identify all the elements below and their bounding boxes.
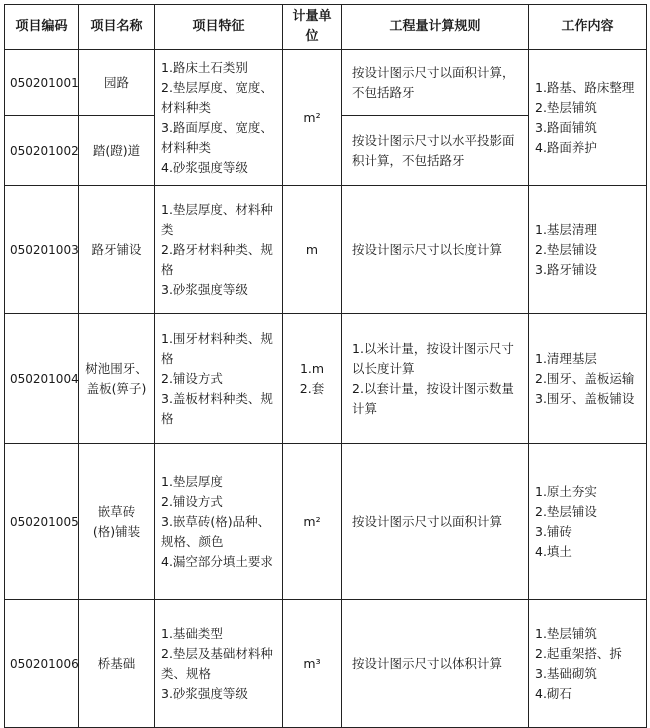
item-features-line: 2.垫层及基础材料种类、规格	[161, 645, 273, 681]
item-work-line: 3.路面铺筑	[535, 119, 597, 135]
item-unit	[283, 50, 342, 186]
item-name-line: 园路	[103, 74, 129, 90]
item-features-line: 4.漏空部分填土要求	[161, 553, 273, 569]
item-work	[529, 186, 647, 314]
item-name-line: 路牙铺设	[91, 241, 142, 257]
item-rule-line: 2.以套计量，按设计图示数量计算	[352, 380, 514, 416]
item-features	[155, 50, 283, 186]
item-unit	[283, 186, 342, 314]
header-rule: 工程量计算规则	[342, 5, 529, 50]
table-row	[5, 314, 647, 444]
item-work-line: 1.基层清理	[535, 221, 597, 237]
item-work-line: 1.清理基层	[535, 350, 597, 366]
item-work-line: 1.路基、路床整理	[535, 79, 635, 95]
item-features-line: 3.砂浆强度等级	[161, 281, 248, 297]
item-work-line: 1.原土夯实	[535, 483, 597, 499]
item-work	[529, 50, 647, 186]
item-features-line: 1.垫层厚度、材料种类	[161, 201, 273, 237]
item-code: 050201001	[5, 50, 79, 116]
item-work-line: 2.起重架搭、拆	[535, 645, 622, 661]
item-rule	[342, 314, 529, 444]
item-name-line: 桥基础	[97, 655, 136, 671]
item-features-line: 3.嵌草砖(格)品种、规格、颜色	[161, 513, 271, 549]
item-rule-line: 按设计图示尺寸以体积计算	[352, 655, 503, 671]
item-rule	[342, 600, 529, 728]
item-features-line: 4.砂浆强度等级	[161, 159, 248, 175]
item-name-line: 树池围牙、	[85, 360, 148, 376]
item-unit	[283, 314, 342, 444]
bill-of-quantities-table	[4, 4, 647, 728]
header-work: 工作内容	[529, 5, 647, 50]
table-row	[5, 50, 647, 116]
item-features	[155, 444, 283, 600]
item-code: 050201004	[5, 314, 79, 444]
item-unit-line: m	[305, 241, 319, 257]
item-work	[529, 600, 647, 728]
item-name	[79, 314, 155, 444]
item-work-line: 4.路面养护	[535, 139, 597, 155]
item-name	[79, 116, 155, 186]
item-name-line: 踏(蹬)道	[92, 142, 141, 158]
item-rule-line: 按设计图示尺寸以面积计算，不包括路牙	[352, 64, 515, 100]
item-unit-line: 1.m	[299, 360, 325, 376]
header-row	[5, 5, 647, 50]
item-code: 050201006	[5, 600, 79, 728]
item-features	[155, 186, 283, 314]
item-rule	[342, 116, 529, 186]
item-work-line: 2.垫层铺设	[535, 241, 597, 257]
item-name	[79, 600, 155, 728]
item-name	[79, 50, 155, 116]
item-code: 050201003	[5, 186, 79, 314]
item-rule	[342, 50, 529, 116]
item-unit-line: m²	[303, 513, 321, 529]
header-unit: 计量单位	[283, 5, 342, 50]
item-name-line: 嵌草砖	[97, 503, 136, 519]
item-features-line: 3.盖板材料种类、规格	[161, 390, 273, 426]
item-features-line: 2.路牙材料种类、规格	[161, 241, 273, 277]
item-unit-line: m³	[303, 655, 321, 671]
item-features-line: 1.垫层厚度	[161, 473, 223, 489]
item-name-line: (格)铺装	[92, 523, 141, 539]
table-row	[5, 444, 647, 600]
item-rule-line: 1.以米计量，按设计图示尺寸以长度计算	[352, 340, 514, 376]
item-features	[155, 314, 283, 444]
item-unit	[283, 444, 342, 600]
item-name-line: 盖板(箅子)	[86, 380, 147, 396]
item-features-line: 2.铺设方式	[161, 493, 223, 509]
item-work-line: 3.基础砌筑	[535, 665, 597, 681]
header-features: 项目特征	[155, 5, 283, 50]
item-work-line: 3.铺砖	[535, 523, 572, 539]
item-features-line: 2.铺设方式	[161, 370, 223, 386]
item-features-line: 1.路床土石类别	[161, 59, 248, 75]
table-row	[5, 186, 647, 314]
item-unit-line: 2.套	[299, 380, 325, 396]
item-features-line: 2.垫层厚度、宽度、材料种类	[161, 79, 273, 115]
item-unit-line: m²	[303, 109, 321, 125]
header-name: 项目名称	[79, 5, 155, 50]
item-work-line: 3.路牙铺设	[535, 261, 597, 277]
item-work	[529, 444, 647, 600]
item-work-line: 2.垫层铺筑	[535, 99, 597, 115]
item-unit	[283, 600, 342, 728]
item-work	[529, 314, 647, 444]
item-rule-line: 按设计图示尺寸以水平投影面积计算，不包括路牙	[352, 132, 515, 168]
item-rule-line: 按设计图示尺寸以面积计算	[352, 513, 503, 529]
item-code: 050201002	[5, 116, 79, 186]
item-name	[79, 186, 155, 314]
item-work-line: 1.垫层铺筑	[535, 625, 597, 641]
header-code: 项目编码	[5, 5, 79, 50]
item-features	[155, 600, 283, 728]
item-features-line: 1.基础类型	[161, 625, 223, 641]
item-work-line: 3.围牙、盖板铺设	[535, 390, 635, 406]
item-work-line: 2.垫层铺设	[535, 503, 597, 519]
item-work-line: 4.砌石	[535, 685, 572, 701]
item-rule	[342, 444, 529, 600]
item-code: 050201005	[5, 444, 79, 600]
item-features-line: 1.围牙材料种类、规格	[161, 330, 273, 366]
item-work-line: 4.填土	[535, 543, 572, 559]
item-features-line: 3.路面厚度、宽度、材料种类	[161, 119, 273, 155]
item-features-line: 3.砂浆强度等级	[161, 685, 248, 701]
item-name	[79, 444, 155, 600]
item-rule-line: 按设计图示尺寸以长度计算	[352, 241, 503, 257]
item-work-line: 2.围牙、盖板运输	[535, 370, 635, 386]
item-rule	[342, 186, 529, 314]
table-row	[5, 600, 647, 728]
